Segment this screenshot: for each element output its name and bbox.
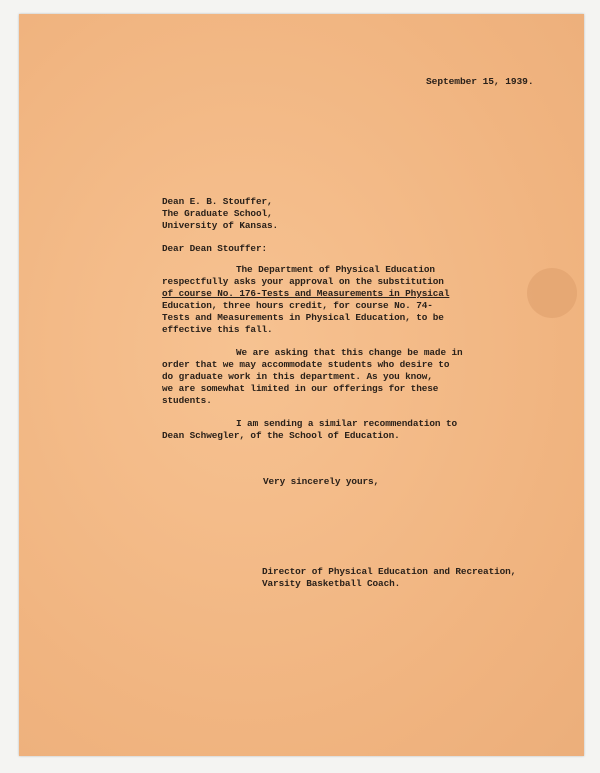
address-line: Dean E. B. Stouffer, [162,196,273,207]
paragraph-line: Tests and Measurements in Physical Education, to be [162,312,444,323]
address-line: The Graduate School, [162,208,273,219]
paragraph-line: We are asking that this change be made in [236,347,463,358]
paragraph-line: do graduate work in this department. As you know, [162,371,433,382]
signature-line: Director of Physical Education and Recreation, [262,566,517,577]
paragraph-line: I am sending a similar recommendation to [236,418,458,429]
paragraph-line: respectfully asks your approval on the substitution [162,276,444,287]
paragraph-line: of course No. 176-Tests and Measurements in Physical [162,288,450,299]
paragraph-line: Dean Schwegler, of the School of Education. [162,430,400,441]
paragraph-line: we are somewhat limited in our offerings for these [162,383,439,394]
paragraph-line: Education, three hours credit, for course No. 74- [162,300,433,311]
address-line: University of Kansas. [162,220,279,231]
signature-line: Varsity Basketball Coach. [262,578,401,589]
paragraph-line: effective this fall. [162,324,273,335]
paper-stain [527,268,577,318]
salutation: Dear Dean Stouffer: [162,243,267,254]
paragraph-line: order that we may accommodate students who desire to [162,359,450,370]
closing: Very sincerely yours, [263,476,380,487]
paragraph-line: The Department of Physical Education [236,264,435,275]
letter-date: September 15, 1939. [426,76,534,87]
paragraph-line: students. [162,395,212,406]
